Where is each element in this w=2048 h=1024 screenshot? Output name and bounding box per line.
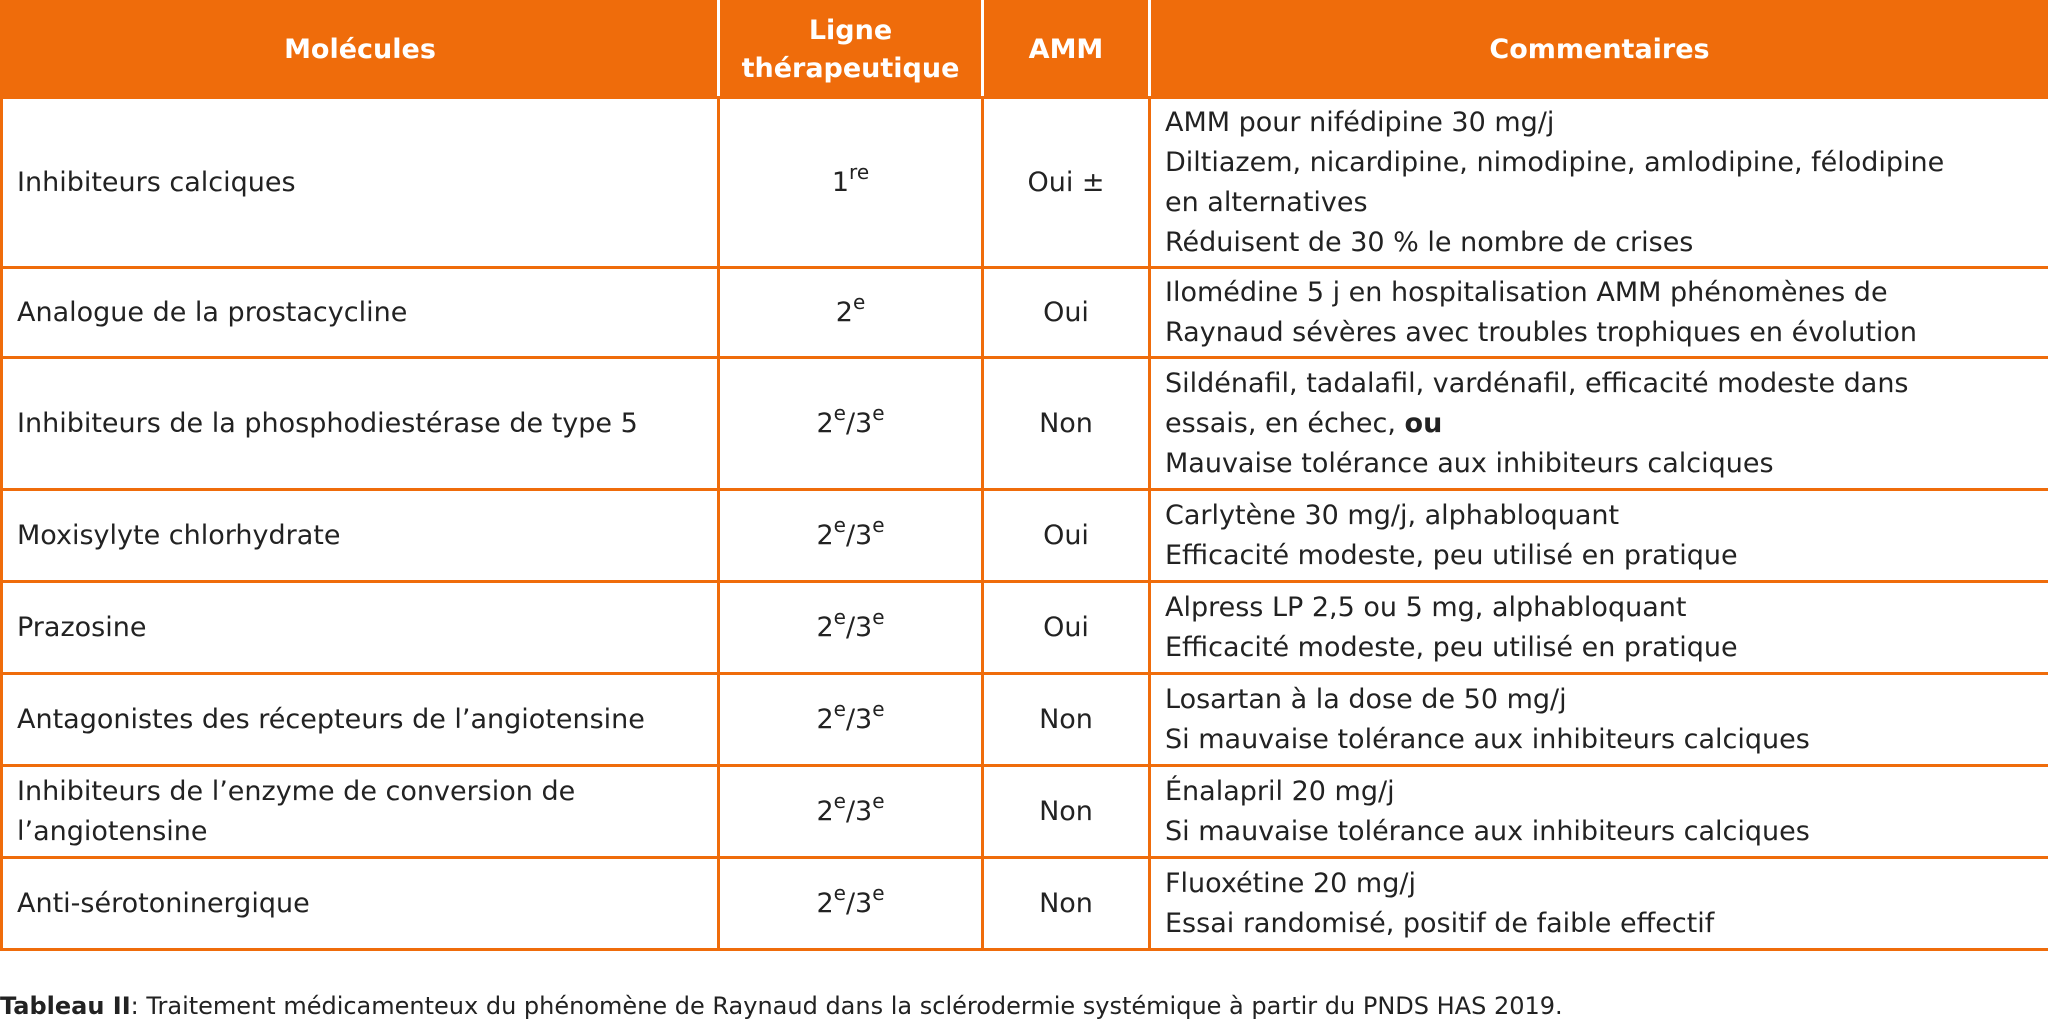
table-row [2,490,2048,582]
cell-line: 2e/3e [719,858,983,950]
cell-amm: Non [983,674,1150,766]
cell-comment: Énalapril 20 mg/j Si mauvaise tolérance aux inhibiteurs calciques [1150,766,2048,858]
cell-comment: Losartan à la dose de 50 mg/j Si mauvaise tolérance aux inhibiteurs calciques [1150,674,2048,766]
cell-line: 2e/3e [719,766,983,858]
header-amm: AMM [983,2,1150,98]
table-row [2,858,2048,950]
cell-comment: AMM pour nifédipine 30 mg/j Diltiazem, nicardipine, nimodipine, amlodipine, félodipine en alternatives Réduisent de 30 % le nombre de crises [1150,98,2048,268]
cell-comment: Fluoxétine 20 mg/j Essai randomisé, positif de faible effectif [1150,858,2048,950]
cell-amm: Non [983,858,1150,950]
cell-amm: Oui [983,582,1150,674]
cell-line: 2e/3e [719,674,983,766]
caption-label: Tableau II [0,992,131,1020]
cell-molecule: Moxisylyte chlorhydrate [2,490,719,582]
header-ligne-line1: Ligne [808,14,893,46]
header-ligne-line2: thérapeutique [741,52,960,84]
table-row [2,766,2048,858]
table-caption [0,990,1563,1022]
cell-molecule: Antagonistes des récepteurs de l’angiotensine [2,674,719,766]
header-ligne-therapeutique [719,2,983,98]
cell-comment: Carlytène 30 mg/j, alphabloquant Efficacité modeste, peu utilisé en pratique [1150,490,2048,582]
cell-amm: Oui ± [983,98,1150,268]
cell-line: 2e/3e [719,358,983,490]
cell-molecule: Anti-sérotoninergique [2,858,719,950]
cell-molecule: Inhibiteurs calciques [2,98,719,268]
bold-or: ou [1404,407,1443,439]
cell-amm: Non [983,766,1150,858]
header-commentaires: Commentaires [1150,2,2048,98]
header-molecules: Molécules [2,2,719,98]
table-header-row [2,2,2048,98]
cell-line: 1re [719,98,983,268]
table-row [2,358,2048,490]
cell-molecule: Inhibiteurs de la phosphodiestérase de type 5 [2,358,719,490]
cell-amm: Oui [983,268,1150,358]
cell-molecule: Analogue de la prostacycline [2,268,719,358]
cell-molecule: Inhibiteurs de l’enzyme de conversion de l’angiotensine [2,766,719,858]
cell-amm: Non [983,358,1150,490]
cell-comment: Sildénafil, tadalafil, vardénafil, efficacité modeste dans essais, en échec, ou Mauvaise tolérance aux inhibiteurs calciques [1150,358,2048,490]
table-row [2,98,2048,268]
table-row [2,268,2048,358]
cell-amm: Oui [983,490,1150,582]
cell-molecule: Prazosine [2,582,719,674]
cell-comment: Alpress LP 2,5 ou 5 mg, alphabloquant Efficacité modeste, peu utilisé en pratique [1150,582,2048,674]
cell-line: 2e [719,268,983,358]
cell-line: 2e/3e [719,582,983,674]
table-row [2,582,2048,674]
caption-text: : Traitement médicamenteux du phénomène de Raynaud dans la sclérodermie systémique à partir du PNDS HAS 2019. [130,992,1563,1020]
cell-line: 2e/3e [719,490,983,582]
table-row [2,674,2048,766]
cell-comment: Ilomédine 5 j en hospitalisation AMM phénomènes de Raynaud sévères avec troubles trophiques en évolution [1150,268,2048,358]
